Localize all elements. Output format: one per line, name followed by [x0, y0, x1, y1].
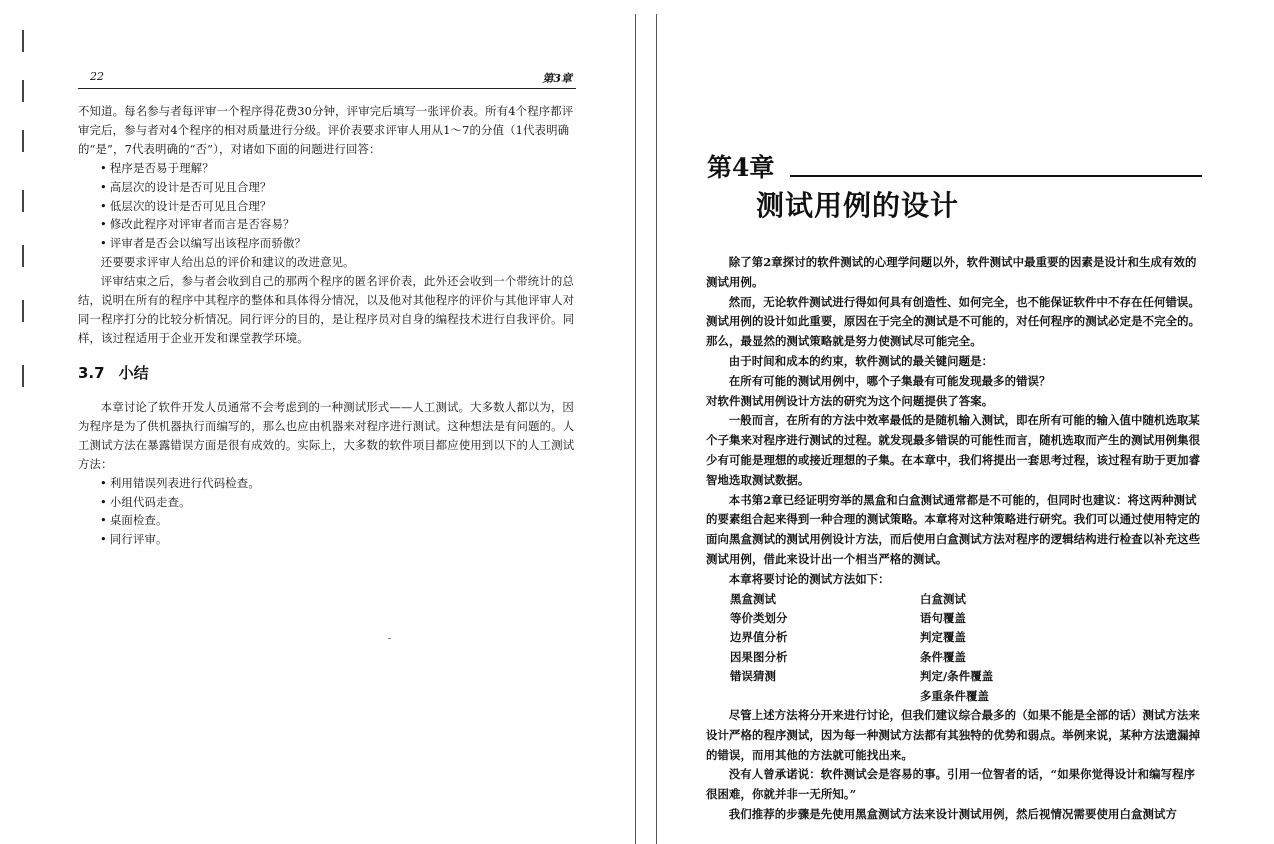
- method-table: [730, 590, 1203, 706]
- paragraph: 尽管上述方法将分开来进行讨论，但我们建议综合最多的（如果不能是全部的话）测试方法来设计严格的程序测试，因为每一种测试方法都有其独特的优势和弱点。举例来说，某种方法遗漏掉的错误，而用其他的方法就可能找出来。: [706, 707, 1201, 762]
- method-item: 多重条件覆盖: [920, 688, 989, 703]
- left-body-upper: [78, 102, 578, 348]
- method-item: 判定/条件覆盖: [920, 669, 994, 684]
- margin-tick: [22, 30, 24, 52]
- paragraph: 一般而言，在所有的方法中效率最低的是随机输入测试，即在所有可能的输入值中随机选取某个子集来对程序进行测试的过程。就发现最多错误的可能性而言，随机选取而产生的测试用例集很少有可能是理想的或接近理想的子集。在本章中，我们将提出一套思考过程，该过程有助于更加睿智地选取测试数据。: [706, 413, 1201, 487]
- paragraph: 本章将要讨论的测试方法如下：: [728, 571, 890, 586]
- margin-tick: [22, 190, 24, 212]
- paragraph: 评审结束之后，参与者会收到自己的那两个程序的匿名评价表，此外还会收到一个带统计的总结，说明在所有的程序中其程序的整体和具体得分情况，以及他对其他程序的评价与其他评审人对同一程序打分的比较分析情况。同行评分的目的，是让程序员对自身的编程技术进行自我评价。同样，该过程适用于企业开发和课堂教学环境。: [78, 274, 575, 345]
- paragraph: 本书第2章已经证明穷举的黑盒和白盒测试通常都是不可能的，但同时也建议：将这两种测试的要素组合起来得到一种合理的测试策略。本章将对这种策略进行研究。我们可以通过使用特定的面向黑盒测试的测试用例设计方法，而后使用白盒测试方法对程序的逻辑结构进行检查以补充这些测试用例，借此来设计出一个相当严格的测试。: [706, 492, 1201, 566]
- paragraph: 然而，无论软件测试进行得如何具有创造性、如何完全，也不能保证软件中不存在任何错误。测试用例的设计如此重要，原因在于完全的测试是不可能的，对任何程序的测试必定是不完全的。那么，最显然的测试策略就是努力使测试尽可能完全。: [706, 294, 1201, 349]
- scan-speck: [388, 638, 391, 639]
- column-heading: 黑盒测试: [730, 591, 776, 606]
- list-item: • 评审者是否会以编写出该程序而骄傲？: [100, 236, 307, 251]
- list-item: • 修改此程序对评审者而言是否容易？: [100, 217, 295, 232]
- left-page: [0, 0, 636, 844]
- running-head: 第3章: [542, 72, 572, 85]
- list-item: • 桌面检查。: [100, 513, 168, 528]
- black-box-column: [730, 590, 920, 706]
- question-list: [78, 159, 578, 254]
- paragraph: 本章讨论了软件开发人员通常不会考虑到的一种测试形式——人工测试。大多数人都以为，因为程序是为了供机器执行而编写的，那么也应由机器来对程序进行测试。这种想法是有问题的。人工测试方法在暴露错误方面是很有成效的。实际上，大多数的软件项目都应使用到以下的人工测试方法：: [78, 400, 575, 471]
- margin-tick: [22, 130, 24, 152]
- paragraph: 我们推荐的步骤是先使用黑盒测试方法来设计测试用例，然后视情况需要使用白盒测试方: [728, 806, 1177, 821]
- left-body-lower: [78, 398, 578, 549]
- method-item: 等价类划分: [730, 610, 788, 625]
- page-number: 22: [90, 70, 104, 83]
- chapter-rule: [790, 175, 1202, 177]
- margin-tick: [22, 80, 24, 102]
- margin-tick: [22, 365, 24, 387]
- margin-tick: [22, 245, 24, 267]
- right-body: [706, 253, 1203, 825]
- section-number: 3.7: [78, 364, 105, 382]
- margin-tick: [22, 300, 24, 322]
- white-box-column: [920, 590, 1120, 706]
- list-item: • 低层次的设计是否可见且合理？: [100, 198, 272, 213]
- method-item: 因果图分析: [730, 649, 788, 664]
- chapter-label: 第4章: [707, 153, 775, 182]
- list-item: • 小组代码走查。: [100, 494, 191, 509]
- section-heading: [78, 362, 149, 383]
- list-item: • 利用错误列表进行代码检查。: [100, 475, 260, 490]
- section-title: 小结: [118, 364, 149, 382]
- key-question: 在所有可能的测试用例中，哪个子集最有可能发现最多的错误？: [728, 373, 1051, 388]
- paragraph: 没有人曾承诺说：软件测试会是容易的事。引用一位智者的话，“如果你觉得设计和编写程序很困难，你就并非一无所知。”: [706, 767, 1196, 802]
- right-page: [636, 0, 1274, 844]
- paragraph: 由于时间和成本的约束，软件测试的最关键问题是：: [728, 353, 994, 368]
- method-item: 错误猜测: [730, 669, 776, 684]
- chapter-title: 测试用例的设计: [756, 189, 960, 222]
- paragraph: 不知道。每名参与者每评审一个程序得花费30分钟，评审完后填写一张评价表。所有4个程序都评审完后，参与者对4个程序的相对质量进行分级。评价表要求评审人用从1～7的分值（1代表明确的“是”，7代表明确的“否”），对诸如下面的问题进行回答：: [78, 104, 574, 156]
- method-item: 边界值分析: [730, 630, 788, 645]
- paragraph: 还要要求评审人给出总的评价和建议的改进意见。: [100, 255, 355, 270]
- paragraph: 除了第2章探讨的软件测试的心理学问题以外，软件测试中最重要的因素是设计和生成有效的测试用例。: [706, 255, 1197, 289]
- method-list: [78, 474, 578, 550]
- method-item: 语句覆盖: [920, 610, 966, 625]
- paragraph: 对软件测试用例设计方法的研究为这个问题提供了答案。: [706, 393, 994, 408]
- column-heading: 白盒测试: [920, 591, 966, 606]
- method-item: 判定覆盖: [920, 630, 966, 645]
- page-header: [78, 68, 576, 89]
- method-item: 条件覆盖: [920, 649, 966, 664]
- page-gutter-line: [656, 14, 657, 844]
- list-item: • 同行评审。: [100, 532, 168, 547]
- list-item: • 高层次的设计是否可见且合理？: [100, 179, 272, 194]
- list-item: • 程序是否易于理解？: [100, 160, 214, 175]
